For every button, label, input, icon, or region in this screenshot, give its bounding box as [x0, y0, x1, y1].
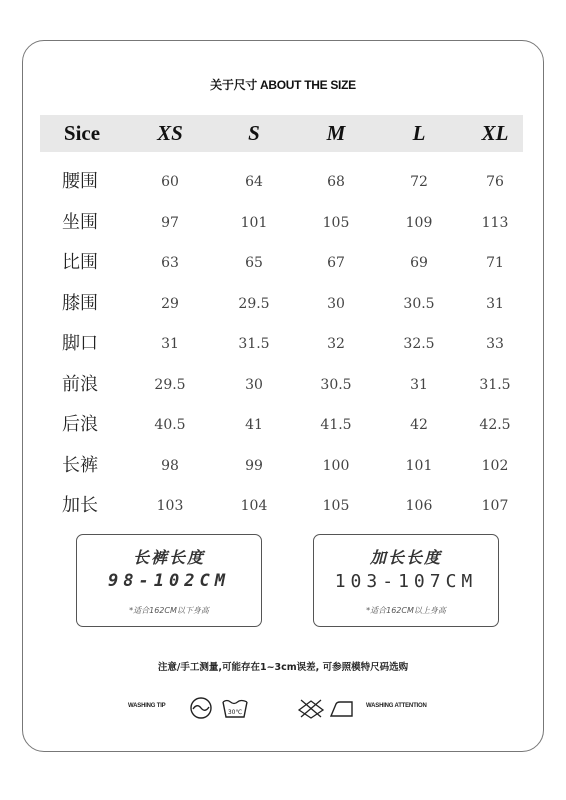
header-m: M	[326, 121, 346, 145]
regular-length-box	[76, 534, 262, 627]
row-value: 100	[322, 458, 350, 474]
row-label: 脚口	[62, 333, 98, 354]
table-row	[40, 454, 523, 478]
row-value: 76	[486, 174, 504, 190]
row-value: 31	[161, 336, 179, 352]
row-value: 109	[405, 215, 433, 231]
row-value: 42	[410, 417, 428, 433]
row-value: 103	[156, 498, 184, 514]
table-row	[40, 373, 523, 397]
row-label: 腰围	[62, 171, 98, 192]
row-value: 40.5	[154, 417, 186, 433]
row-label: 前浪	[62, 374, 98, 395]
row-label: 长裤	[62, 455, 98, 476]
row-label: 加长	[62, 495, 98, 516]
iron-icon	[328, 696, 356, 720]
row-value: 29.5	[154, 377, 186, 393]
row-value: 30	[327, 296, 345, 312]
row-value: 42.5	[479, 417, 511, 433]
row-value: 64	[245, 174, 263, 190]
page-title: 关于尺寸 ABOUT THE SIZE	[210, 78, 356, 92]
table-row	[40, 332, 523, 356]
row-value: 33	[486, 336, 504, 352]
row-value: 104	[240, 498, 268, 514]
row-label: 膝围	[62, 293, 98, 314]
row-value: 102	[481, 458, 509, 474]
row-value: 69	[410, 255, 428, 271]
regular-length-range: 98-102CM	[108, 571, 230, 591]
no-bleach-icon	[296, 696, 326, 720]
washing-attention-label: WASHING ATTENTION	[366, 703, 427, 709]
row-value: 41.5	[320, 417, 352, 433]
header-xl: XL	[481, 121, 509, 145]
row-value: 101	[240, 215, 268, 231]
row-value: 106	[405, 498, 433, 514]
table-header	[40, 115, 523, 152]
row-value: 107	[481, 498, 509, 514]
table-row	[40, 413, 523, 437]
wash-temp-text: 30℃	[227, 709, 243, 716]
row-value: 31	[486, 296, 504, 312]
row-value: 32.5	[403, 336, 435, 352]
row-value: 31.5	[238, 336, 270, 352]
row-value: 63	[161, 255, 179, 271]
table-row	[40, 170, 523, 194]
table-row	[40, 211, 523, 235]
table-row	[40, 494, 523, 518]
row-value: 105	[322, 215, 350, 231]
row-value: 29	[161, 296, 179, 312]
header-s: S	[248, 121, 260, 145]
row-value: 30.5	[320, 377, 352, 393]
row-value: 68	[327, 174, 345, 190]
row-value: 97	[161, 215, 179, 231]
row-label: 后浪	[62, 414, 98, 435]
row-value: 30	[245, 377, 263, 393]
row-value: 113	[481, 215, 509, 231]
header-l: L	[412, 121, 426, 145]
row-value: 67	[327, 255, 345, 271]
row-value: 72	[410, 174, 428, 190]
gentle-wash-icon	[188, 696, 216, 720]
extended-length-box	[313, 534, 499, 627]
row-value: 60	[161, 174, 179, 190]
row-value: 29.5	[238, 296, 270, 312]
row-value: 105	[322, 498, 350, 514]
row-value: 98	[161, 458, 179, 474]
extended-length-note: *适合162CM以上身高	[366, 606, 446, 615]
header-size-label: Sice	[63, 121, 101, 145]
row-label: 坐围	[62, 212, 98, 233]
regular-length-title: 长裤长度	[132, 548, 205, 567]
wash-30-icon	[220, 696, 250, 720]
row-value: 41	[245, 417, 263, 433]
row-value: 31	[410, 377, 428, 393]
row-value: 30.5	[403, 296, 435, 312]
extended-length-range: 103-107CM	[334, 571, 478, 592]
row-label: 比围	[62, 252, 98, 273]
row-value: 99	[245, 458, 263, 474]
row-value: 101	[405, 458, 433, 474]
table-row	[40, 292, 523, 316]
row-value: 65	[245, 255, 263, 271]
table-row	[40, 251, 523, 275]
row-value: 31.5	[479, 377, 511, 393]
washing-tip-label: WASHING TIP	[128, 703, 166, 709]
regular-length-note: *适合162CM以下身高	[129, 606, 209, 615]
header-xs: XS	[157, 121, 183, 145]
row-value: 32	[327, 336, 345, 352]
row-value: 71	[486, 255, 504, 271]
measurement-notice: 注意/手工测量,可能存在1~3cm误差, 可参照模特尺码选购	[157, 662, 409, 673]
extended-length-title: 加长长度	[369, 548, 442, 567]
